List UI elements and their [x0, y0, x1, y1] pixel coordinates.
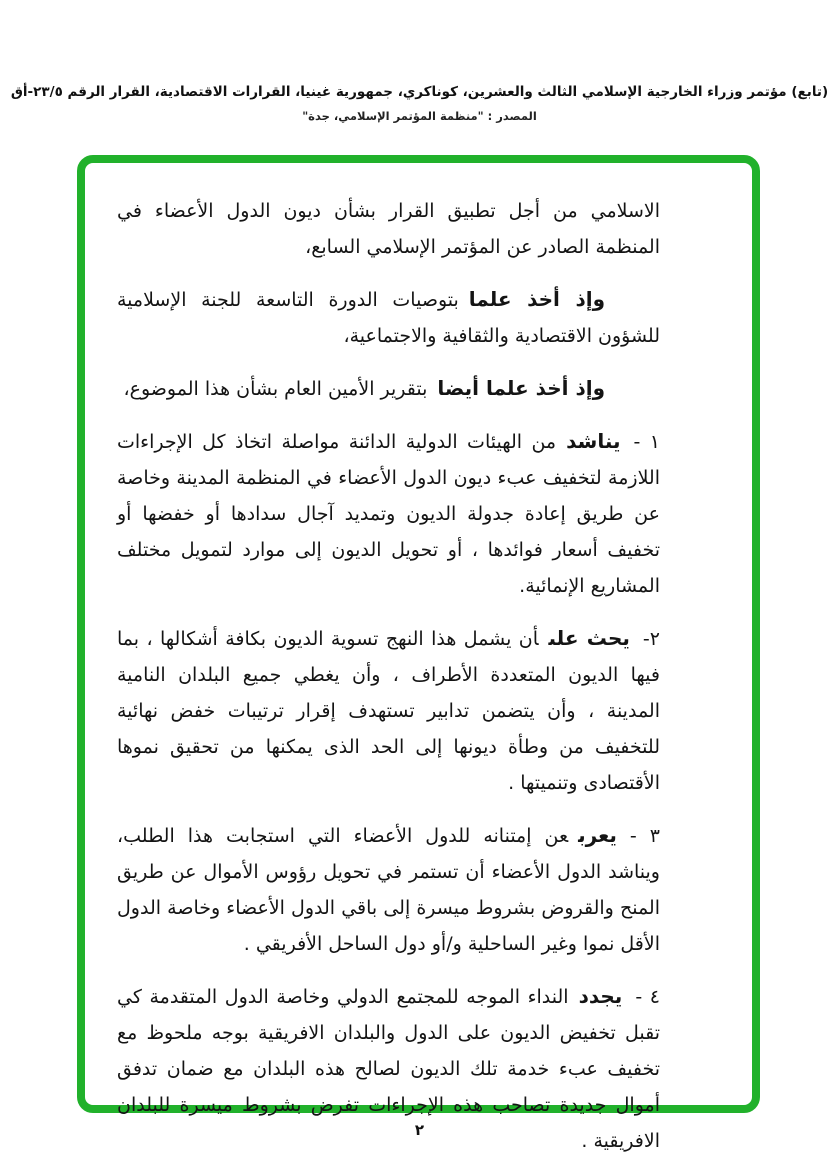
item-text: النداء الموجه للمجتمع الدولي وخاصة الدول المتقدمة كي تقبل تخفيض الديون على الدول والبلدان الافريقية بوجه ملحوظ مع تخفيف عبء خدمة تلك الديون لصالح هذه البلدان مع ضمان تدفق أموال جديدة تصاحب هذه الإجراءات تفرض بشروط ميسرة للبلدان الافريقية . — [117, 986, 660, 1152]
recital-lead: وإذ أخذ علما أيضا — [437, 376, 605, 400]
item-text: عن إمتنانه للدول الأعضاء التي استجابت هذا الطلب، ويناشد الدول الأعضاء أن تستمر في تحويل رؤوس الأموال عن طريق المنح والقروض بشروط ميسرة إلى باقي الدول الأعضاء وخاصة الدول الأقل نموا وغير الساحلية و/أو دول الساحل الأفريقي . — [117, 825, 660, 955]
recital-lead: وإذ أخذ علما — [468, 287, 605, 311]
item-lead: يحث على — [548, 626, 630, 650]
paragraph-continuation — [117, 193, 660, 265]
paragraph-text: بتوصيات الدورة التاسعة للجنة الإسلامية للشؤون الاقتصادية والثقافية والاجتماعية، — [117, 289, 660, 347]
resolution-item-1 — [117, 423, 660, 604]
header-title: (تابع) مؤتمر وزراء الخارجية الإسلامي الثالث والعشرين، كوناكري، جمهورية غينيا، القرارات الاقتصادية، القرار الرقم ٢٣/٥-أق — [10, 84, 829, 100]
item-text: من الهيئات الدولية الدائنة مواصلة اتخاذ كل الإجراءات اللازمة لتخفيف عبء ديون الدول الأعضاء في المنظمة المدينة وخاصة عن طريق إعادة جدولة الديون وتمديد آجال سدادها أو خفضها أو تخفيف أسعار فوائدها ، أو تحويل الديون إلى موارد لتمويل مختلف المشاريع الإنمائية. — [117, 431, 660, 597]
resolution-item-2 — [117, 620, 660, 801]
item-number: ١ - — [633, 431, 660, 453]
item-number: ٤ - — [635, 986, 660, 1008]
item-lead: يجدد — [578, 984, 623, 1008]
item-lead: يعرب — [578, 823, 617, 847]
page-footer — [0, 1121, 839, 1139]
page-number: ٢ — [414, 1121, 425, 1139]
item-text: أن يشمل هذا النهج تسوية الديون بكافة أشكالها ، بما فيها الديون المتعددة الأطراف ، وأن يغطي جميع البلدان النامية المدينة ، وأن يتضمن تدابير تستهدف إقرار ترتيبات خفض نهائية للتخفيف من وطأة ديونها إلى الحد الذى يمكنها من تحقيق نموها الأقتصادى وتنميتها . — [117, 628, 660, 794]
item-number: ٢- — [642, 628, 660, 650]
item-number: ٣ - — [629, 825, 660, 847]
header-source-line: المصدر : "منظمة المؤتمر الإسلامي، جدة" — [302, 109, 537, 123]
resolution-item-3 — [117, 817, 660, 962]
recital-paragraph-2 — [117, 370, 660, 407]
recital-paragraph-1 — [117, 281, 660, 354]
paragraph-text: الاسلامي من أجل تطبيق القرار بشأن ديون الدول الأعضاء في المنظمة الصادر عن المؤتمر الإسلامي السابع، — [117, 200, 660, 258]
item-lead: يناشد — [566, 429, 621, 453]
document-frame — [77, 155, 760, 1152]
document-body — [85, 163, 752, 1159]
paragraph-text: بتقرير الأمين العام بشأن هذا الموضوع، — [123, 378, 428, 400]
document-header — [0, 84, 839, 123]
